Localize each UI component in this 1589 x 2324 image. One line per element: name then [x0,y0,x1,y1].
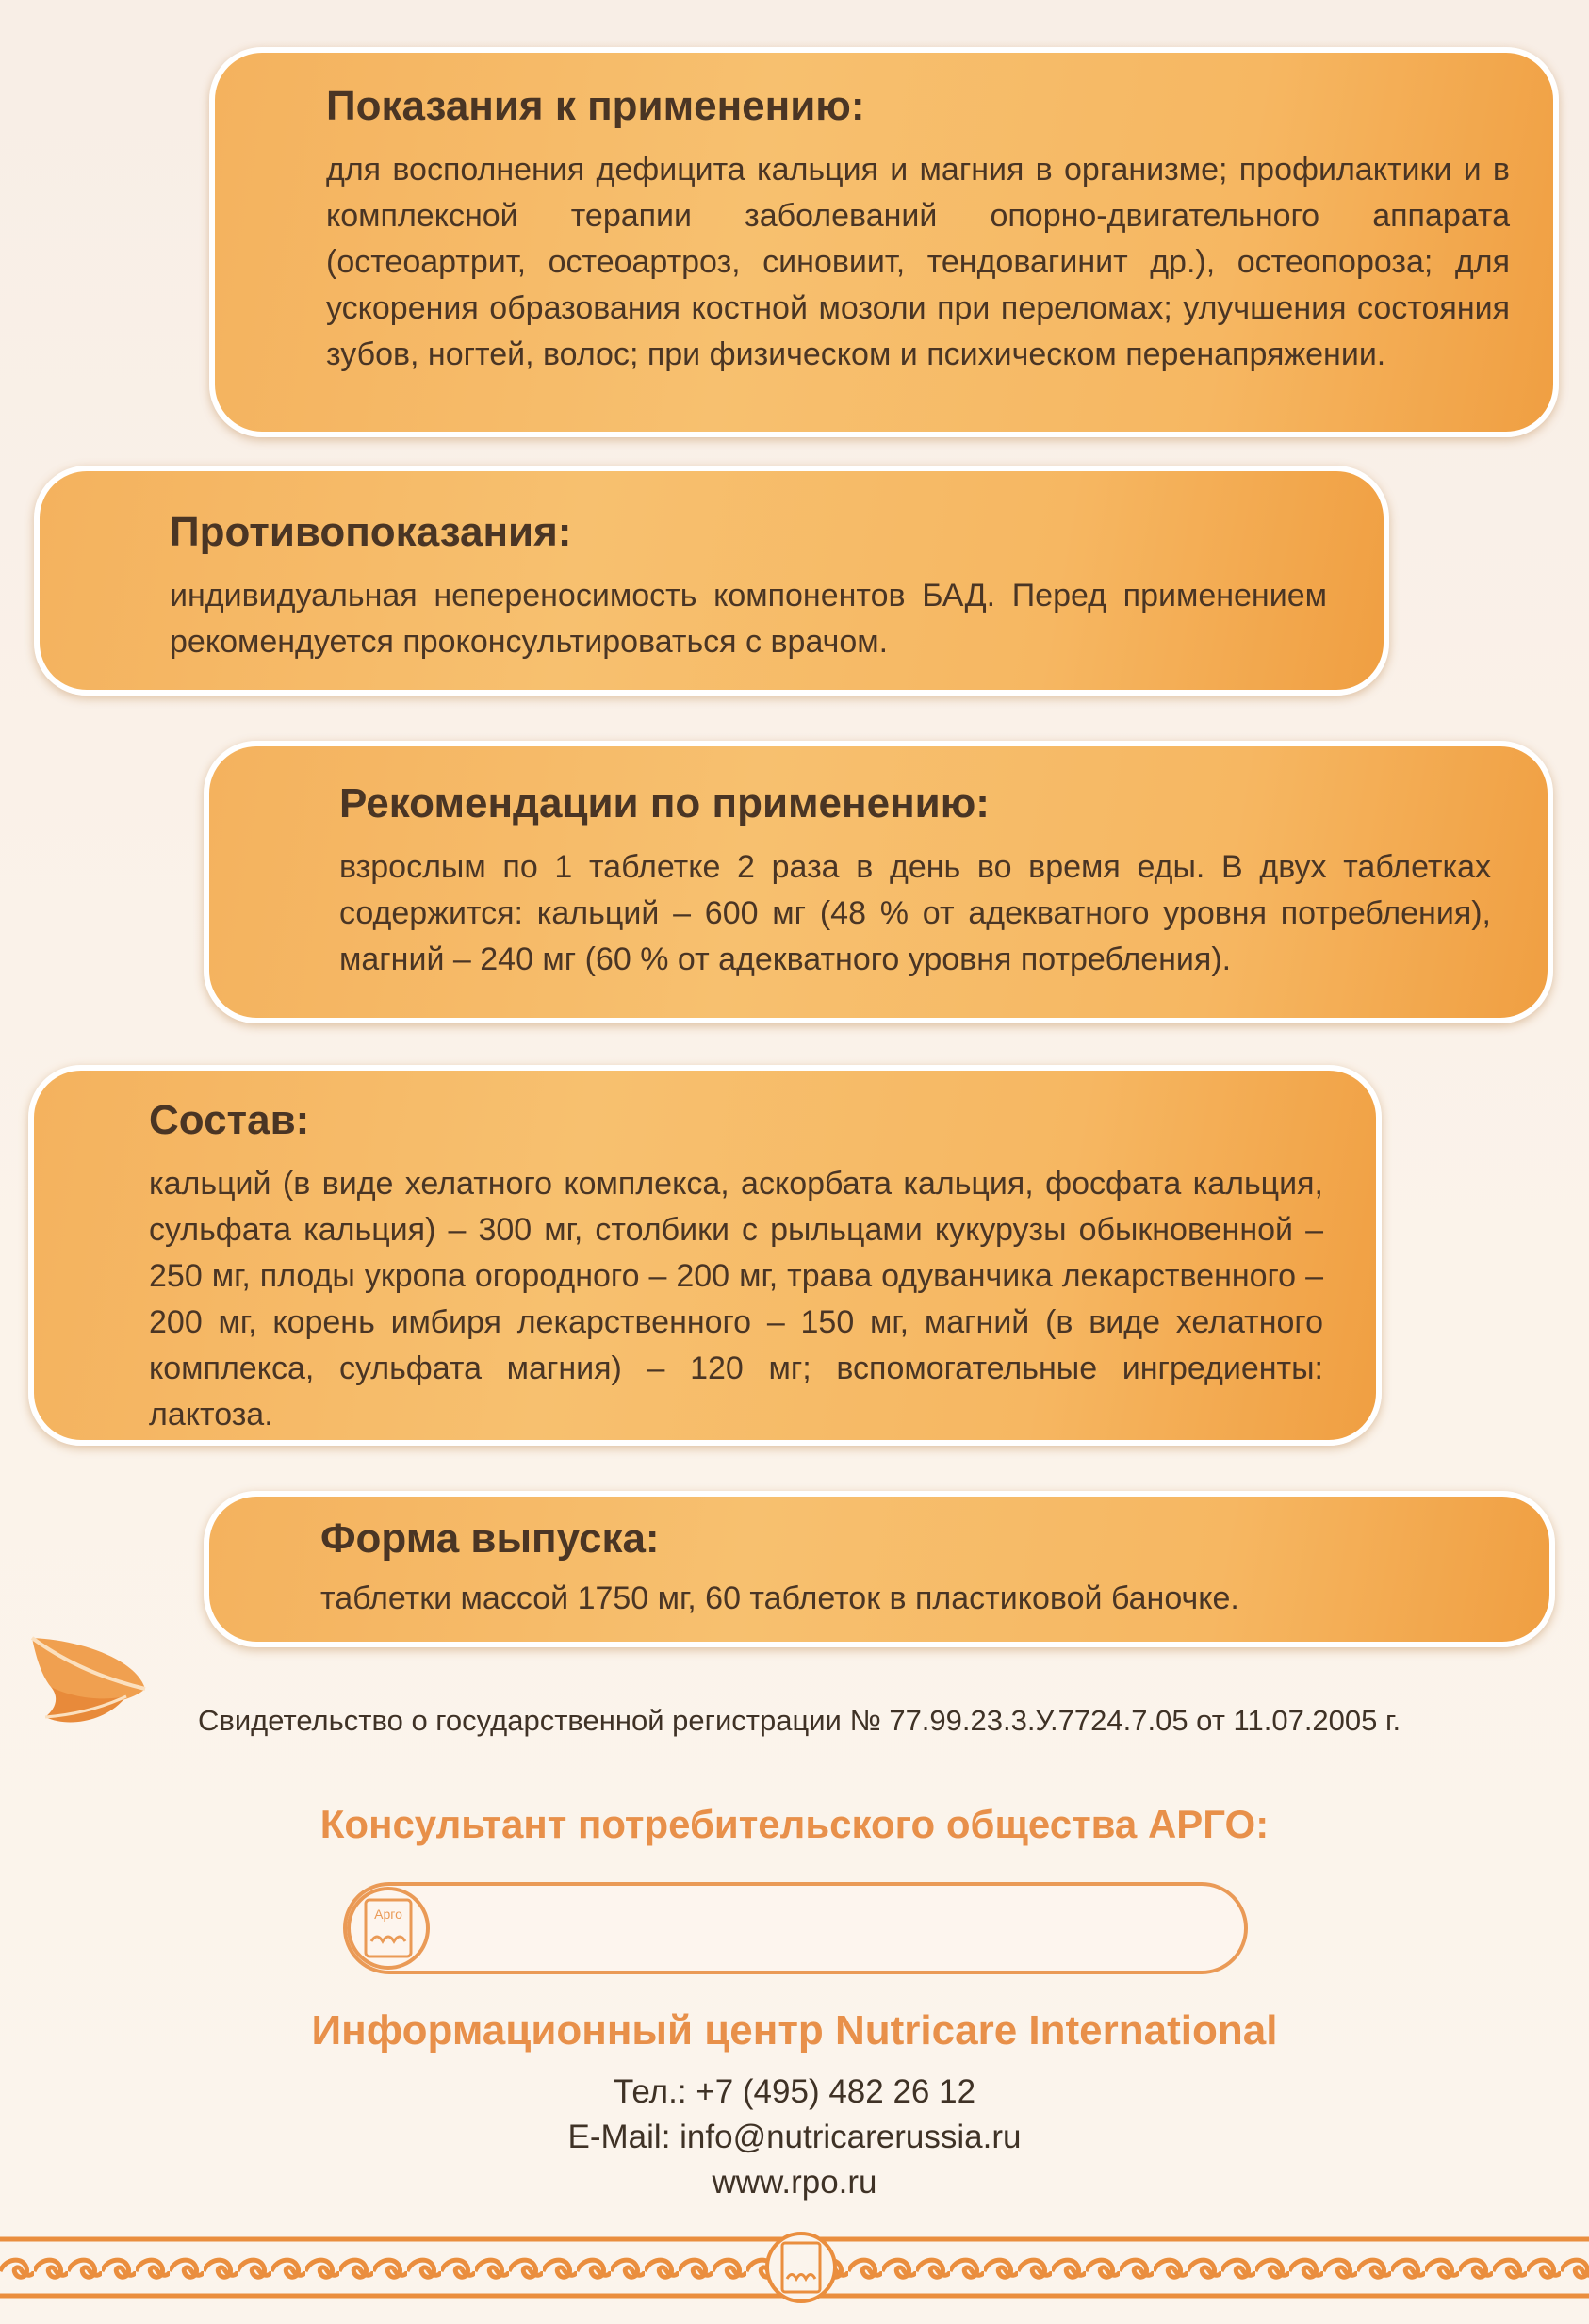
release-form-title: Форма выпуска: [320,1515,660,1562]
contraindications-text: индивидуальная непереносимость компонентов БАД. Перед применением рекомендуется проконсультироваться с врачом. [170,578,1327,660]
release-form-block [204,1491,1555,1647]
leaf-logo-icon [23,1630,155,1743]
website-link[interactable]: www.rpo.ru [712,2164,877,2201]
consultant-field[interactable] [343,1882,1248,1974]
indications-title: Показания к применению: [326,83,865,129]
recommendations-title: Рекомендации по применению: [339,780,990,826]
argo-badge-text: Арго [374,1907,402,1922]
release-form-text: таблетки массой 1750 мг, 60 таблеток в пластиковой баночке. [320,1580,1239,1616]
argo-footer-logo-icon [763,2230,839,2305]
composition-block [28,1065,1382,1446]
info-center-title: Информационный центр Nutricare International [311,2007,1278,2054]
consultant-title: Консультант потребительского общества АРГО: [319,1802,1270,1846]
contraindications-block [34,466,1389,696]
recommendations-text: взрослым по 1 таблетке 2 раза в день во время еды. В двух таблетках содержится: кальций – 600 мг (48 % от адекватного уровня потребления), магний – 240 мг (60 % от адекватного уровня потребления). [339,849,1491,977]
registration-certificate: Свидетельство о государственной регистрации № 77.99.23.3.У.7724.7.05 от 11.07.2005 г. [198,1704,1401,1737]
recommendations-block [204,741,1553,1023]
contraindications-title: Противопоказания: [170,509,572,555]
phone-number: Тел.: +7 (495) 482 26 12 [613,2073,976,2110]
email-address: E-Mail: info@nutricarerussia.ru [567,2119,1022,2155]
composition-title: Состав: [149,1097,310,1143]
indications-block [209,47,1559,437]
composition-text: кальций (в виде хелатного комплекса, аскорбата кальция, фосфата кальция, сульфата кальция) – 300 мг, столбики с рыльцами кукурузы обыкновенной – 250 мг, плоды укропа огородного – 200 мг, трава одуванчика лекарственного – 200 мг, корень имбиря лекарственного – 150 мг, магний (в виде хелатного комплекса, сульфата магния) – 120 мг; вспомогательные ингредиенты: лактоза. [149,1166,1323,1432]
indications-text: для восполнения дефицита кальция и магния в организме; профилактики и в комплексной терапии заболеваний опорно-двигательного аппарата (остеоартрит, остеоартроз, синовиит, тендовагинит др.), остеопороза; для ускорения образования костной мозоли при переломах; улучшения состояния зубов, ногтей, волос; при физическом и психическом перенапряжении. [326,152,1510,372]
argo-badge-icon [345,1885,432,1972]
